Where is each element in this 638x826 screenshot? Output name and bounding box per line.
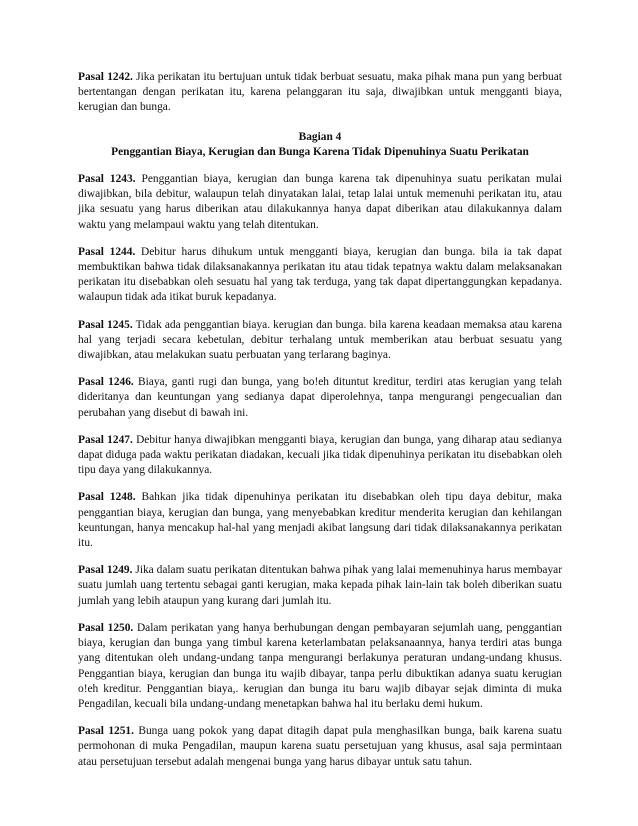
article-label: Pasal 1244. <box>78 245 136 258</box>
article-text: Biaya, ganti rugi dan bunga, yang bo!eh dituntut kreditur, terdiri atas kerugian yang telah dideritanya dan keuntungan yang sedianya dapat diperolehnya, tanpa mengurangi pengecualian dan perubahan yang disebut di bawah ini. <box>78 376 562 419</box>
article-1243 <box>78 172 562 233</box>
article-1246 <box>78 375 562 421</box>
article-label: Pasal 1249. <box>78 564 133 577</box>
article-1249 <box>78 563 562 609</box>
article-1250 <box>78 621 562 712</box>
article-text: Jika perikatan itu bertujuan untuk tidak berbuat sesuatu, maka pihak mana pun yang berbuat bertentangan dengan perikatan itu, karena pelanggaran itu saja, diwajibkan untuk mengganti biaya, kerugian dan bunga. <box>78 71 562 114</box>
article-1245 <box>78 318 562 364</box>
article-label: Pasal 1246. <box>78 376 134 389</box>
article-text: Debitur hanya diwajibkan mengganti biaya, kerugian dan bunga, yang diharap atau sedianya dapat diduga pada waktu perikatan diadakan, kecuali jika tidak dipenuhinya perikatan itu disebabkan oleh tipu daya yang dilakukannya. <box>78 433 562 477</box>
article-1244 <box>78 245 562 306</box>
section-number: Bagian 4 <box>298 130 342 143</box>
article-label: Pasal 1245. <box>78 318 133 331</box>
article-text: Debitur harus dihukum untuk mengganti biaya, kerugian dan bunga. bila ia tak dapat membuktikan bahwa tidak dilaksanakannya perikatan itu atau tidak tepatnya waktu dalam melaksanakan perikatan itu disebabkan oleh sesuatu hal yang tak terduga, yang tak dapat dipertanggungkan kepadanya. walaupun tidak ada itikat buruk kepadanya. <box>78 245 562 304</box>
article-1248 <box>78 490 562 551</box>
article-text: Tidak ada penggantian biaya. kerugian dan bunga. bila karena keadaan memaksa atau karena hal yang terjadi secara kebetulan, debitur terhalang untuk memberikan atau berbuat sesuatu yang diwajibkan, atau melakukan suatu perbuatan yang terlarang baginya. <box>78 318 562 362</box>
article-1251 <box>78 724 562 770</box>
article-1247 <box>78 433 562 479</box>
article-text: Bahkan jika tidak dipenuhinya perikatan itu disebabkan oleh tipu daya debitur, maka penggantian biaya, kerugian dan bunga, yang menyebabkan kreditur menderita kerugian dan kehilangan keuntungan, hanya mencakup hal-hal yang menjadi akibat langsung dari tidak dilaksanakannya perikatan itu. <box>78 491 562 550</box>
article-label: Pasal 1242. <box>78 71 133 83</box>
article-text: Penggantian biaya, kerugian dan bunga karena tak dipenuhinya suatu perikatan mulai diwajibkan, bila debitur, walaupun telah dinyatakan lalai, tetap lalai untuk memenuhi perikatan itu, atau jika sesuatu yang harus diberikan atau dilakukannya hanya dapat diberikan atau dilakukannya dalam waktu yang melampaui waktu yang telah ditentukan. <box>78 173 562 231</box>
section-title: Penggantian Biaya, Kerugian dan Bunga Karena Tidak Dipenuhinya Suatu Perikatan <box>111 145 529 158</box>
article-text: Jika dalam suatu perikatan ditentukan bahwa pihak yang lalai memenuhinya harus membayar suatu jumlah uang tertentu sebagai ganti kerugian, maka kepada pihak lain-lain tak boleh diberikan suatu jumlah yang lebih ataupun yang kurang dari jumlah itu. <box>78 564 562 607</box>
article-text: Dalam perikatan yang hanya berhubungan dengan pembayaran sejumlah uang, penggantian biaya, kerugian dan bunga yang timbul karena keterlambatan pelaksanaannya, hanya terdiri atas bunga yang ditentukan oleh undang-undang tanpa mengurangi berlakunya peraturan undang-undang khusus. Penggantian biaya, kerugian dan bunga itu wajib dibayar, tanpa perlu dibuktikan adanya suatu kerugian o!eh kreditur. Penggantian biaya,. kerugian dan bunga itu baru wajib dibayar sejak diminta di muka Pengadilan, kecuali bila undang-undang menetapkan bahwa hal itu berlaku demi hukum. <box>78 621 562 710</box>
article-text: Bunga uang pokok yang dapat ditagih dapat pula menghasilkan bunga, baik karena suatu permohonan di muka Pengadilan, maupun karena suatu persetujuan yang khusus, asal saja permintaan atau persetujuan tersebut adalah mengenai bunga yang harus dibayar untuk satu tahun. <box>78 725 562 768</box>
article-label: Pasal 1251. <box>78 725 134 738</box>
article-1242 <box>78 70 562 116</box>
article-label: Pasal 1250. <box>78 621 134 634</box>
article-label: Pasal 1247. <box>78 433 133 446</box>
section-heading <box>78 130 562 160</box>
document-page <box>78 70 562 782</box>
article-label: Pasal 1243. <box>78 173 136 186</box>
article-label: Pasal 1248. <box>78 491 136 504</box>
